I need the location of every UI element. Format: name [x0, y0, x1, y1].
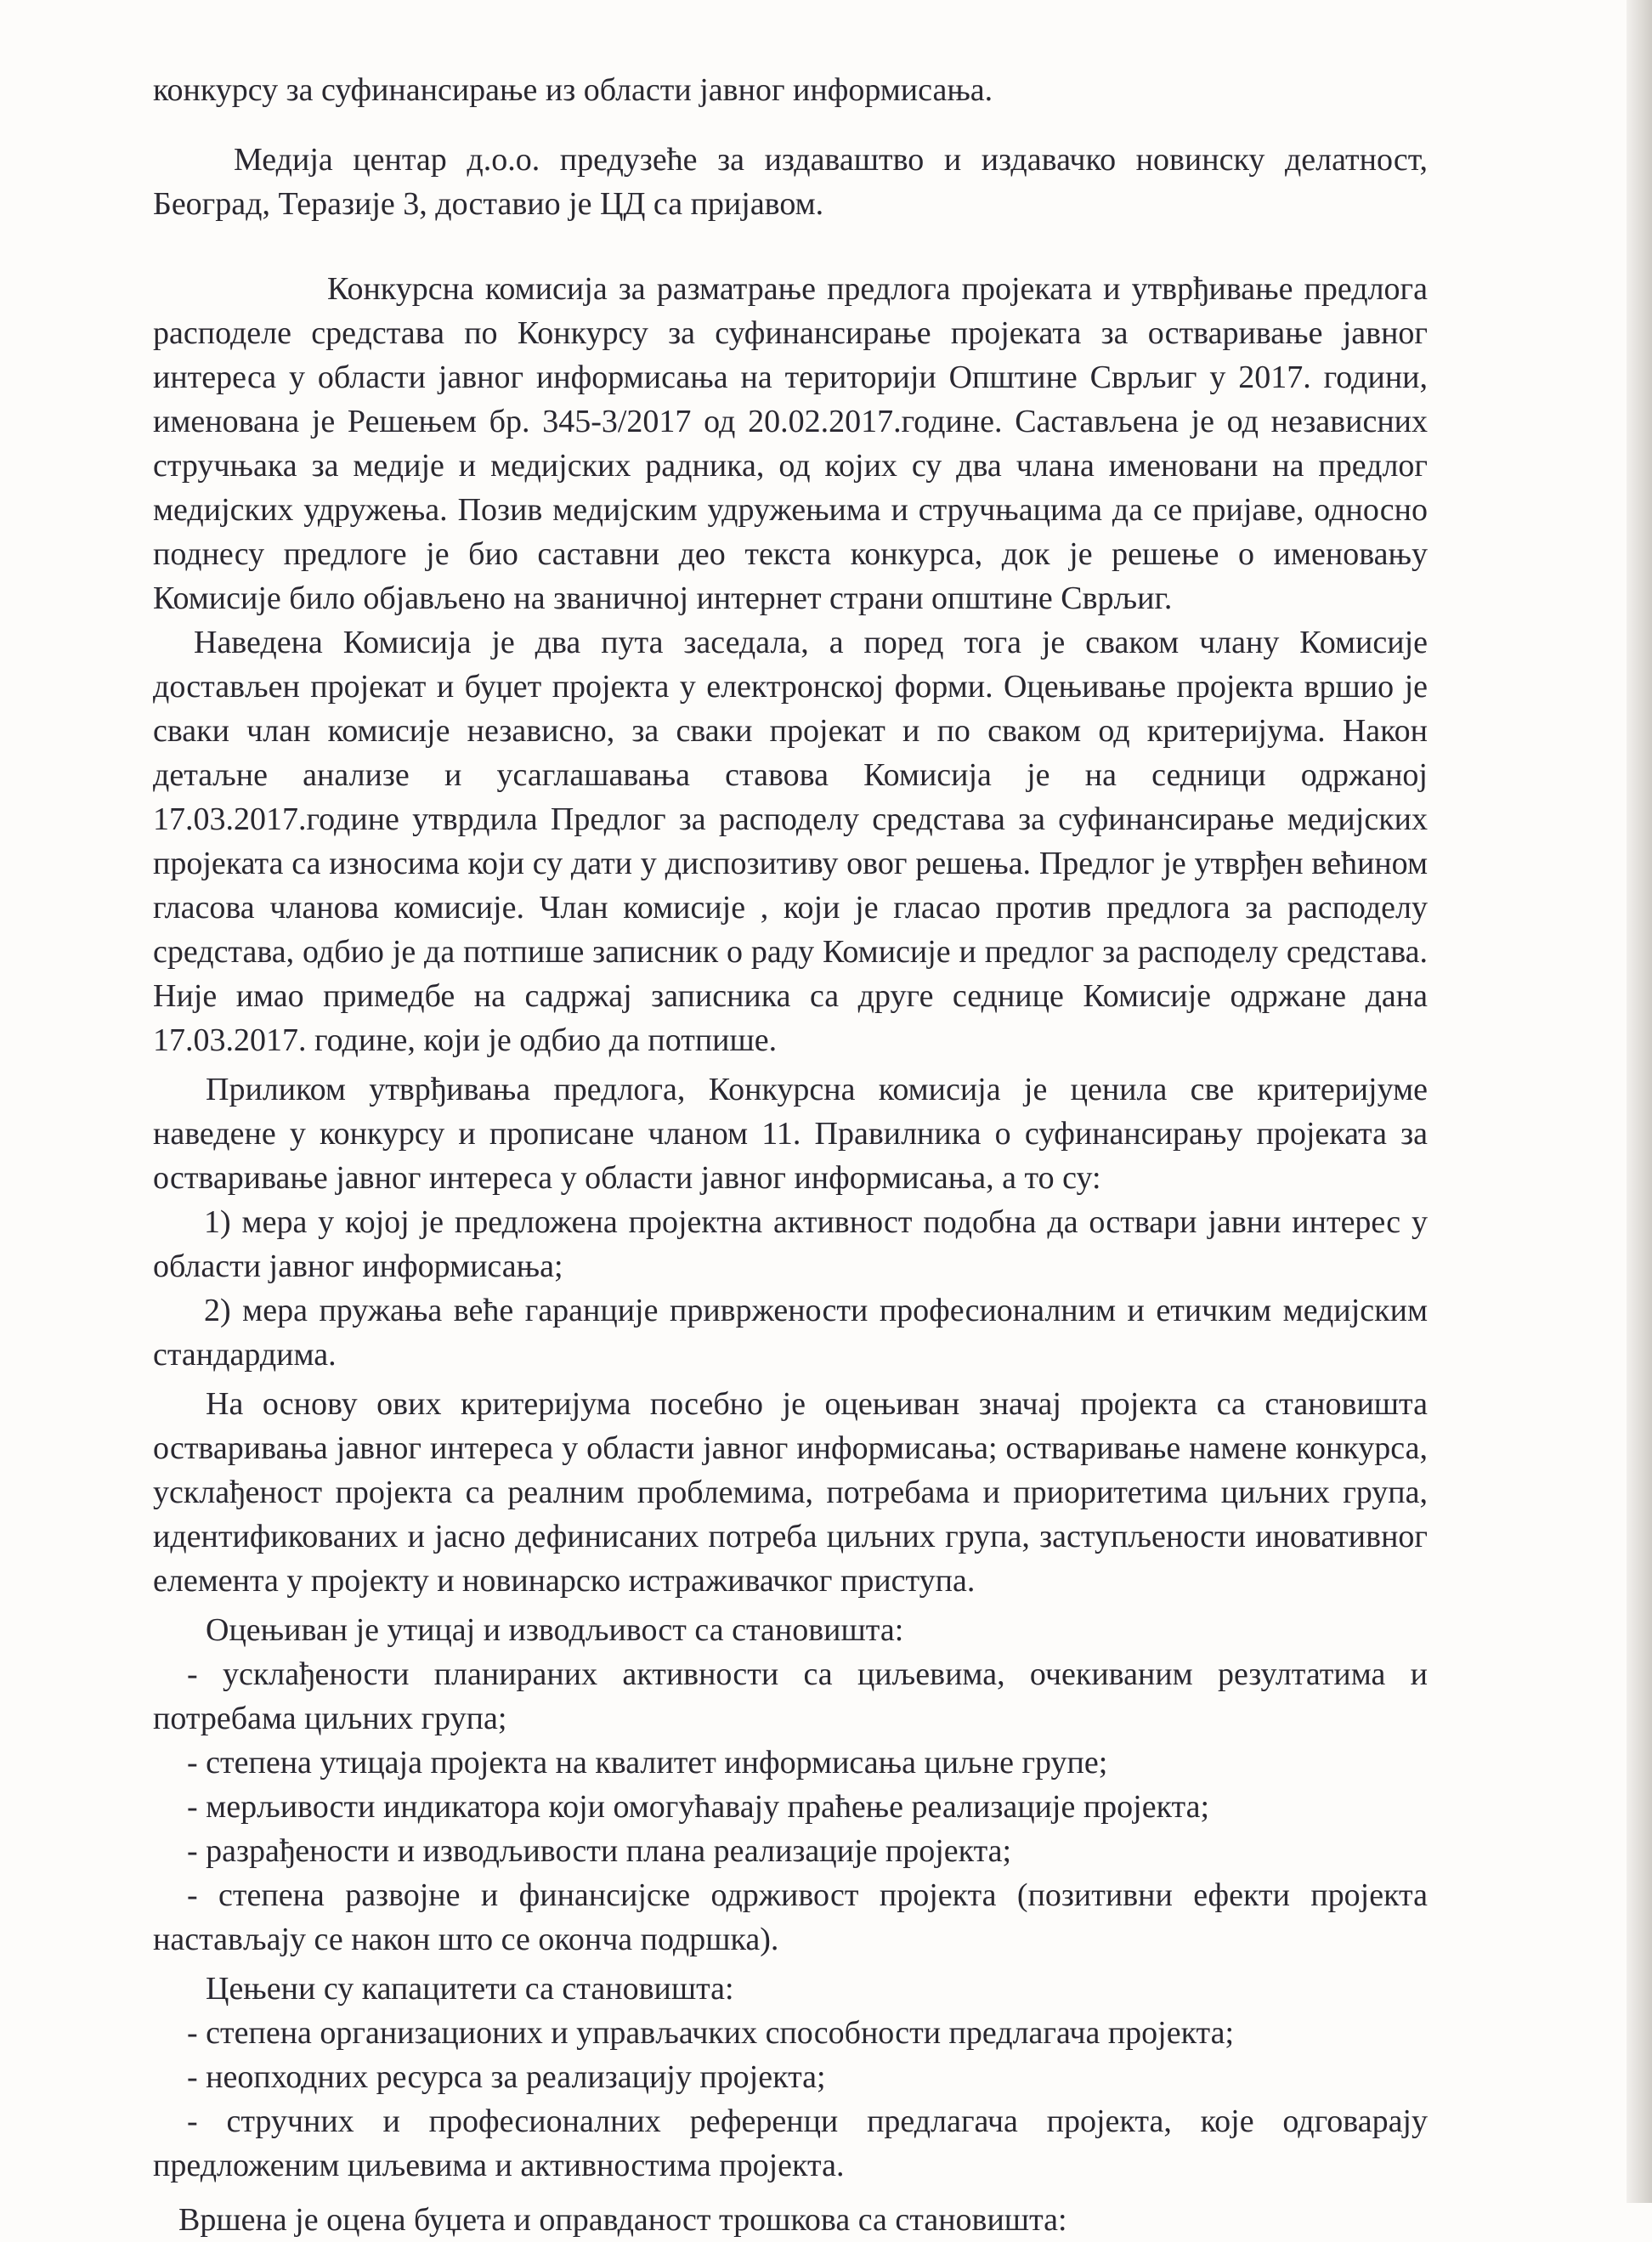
impact-item: - разрађености и изводљивости плана реализације пројекта;	[187, 1833, 1012, 1869]
impact-item: - степена утицаја пројекта на квалитет информисања циљне групе;	[187, 1745, 1108, 1781]
impact-item: - усклађености планираних активности са циљевима, очекиваним резултатима и потребама циљних група;	[153, 1656, 1428, 1736]
applicant-paragraph: Медија центар д.о.о. предузеће за издаваштво и издавачко новинску делатност, Београд, Теразије 3, доставио је ЦД са пријавом.	[153, 142, 1428, 222]
impact-item: - мерљивости индикатора који омогућавају праћење реализације пројекта;	[187, 1789, 1210, 1825]
capacity-item: - степена организационих и управљачких способности предлагача пројекта;	[187, 2015, 1235, 2051]
commission-paragraph: Конкурсна комисија за разматрање предлога пројеката и утврђивање предлога расподеле средстава по Конкурсу за суфинансирање пројеката за остваривање јавног интереса у области јавног информисања на територији Општине Сврљиг у 2017. години, именована је Решењем бр. 345-3/2017 од 20.02.2017.године. Састављена је од независних стручњака за медије и медијских радника, од којих су два члана именовани на предлог медијских удружења. Позив медијским удружењима и стручњацима да се пријаве, односно поднесу предлоге је био саставни део текста конкурса, док је решење о именовању Комисије било објављено на званичној интернет страни општине Сврљиг.	[153, 271, 1428, 616]
document-body	[153, 68, 1428, 2242]
budget-intro: Вршена је оцена буџета и оправданост трошкова са становишта:	[178, 2202, 1067, 2238]
capacity-item: - стручних и професионалних референци предлагача пројекта, које одговарају предложеним циљевима и активностима пројекта.	[153, 2103, 1428, 2183]
capacity-item: - неопходних ресурса за реализацију пројекта;	[187, 2059, 826, 2095]
impact-item: - степена развојне и финансијске одрживост пројекта (позитивни ефекти пројекта настављају се након што се оконча подршка).	[153, 1877, 1428, 1957]
page-edge-shadow	[1627, 0, 1652, 2203]
criterion-1: 1) мера у којој је предложена пројектна активност подобна да оствари јавни интерес у области јавног информисања;	[153, 1204, 1428, 1284]
impact-intro: Оцењиван је утицај и изводљивост са становишта:	[206, 1612, 904, 1648]
criterion-2: 2) мера пружања веће гаранције привржености професионалним и етичким медијским стандардима.	[153, 1293, 1428, 1373]
criteria-intro-paragraph: Приликом утврђивања предлога, Конкурсна комисија је ценила све критеријуме наведене у конкурсу и прописане чланом 11. Правилника о суфинансирању пројеката за остваривање јавног интереса у области јавног информисања, а то су:	[153, 1072, 1428, 1196]
basis-paragraph: На основу ових критеријума посебно је оцењиван значај пројекта са становишта остваривања јавног интереса у области јавног информисања; остваривање намене конкурса, усклађеност пројекта са реалним проблемима, потребама и приоритетима циљних група, идентификованих и јасно дефинисаних потреба циљних група, заступљености иновативног елемента у пројекту и новинарско истраживачког приступа.	[153, 1386, 1428, 1599]
intro-line: конкурсу за суфинансирање из области јавног информисања.	[153, 72, 993, 108]
capacity-intro: Цењени су капацитети са становишта:	[206, 1971, 734, 2007]
sessions-paragraph: Наведена Комисија је два пута заседала, а поред тога је сваком члану Комисије достављен пројекат и буџет пројекта у електронској форми. Оцењивање пројекта вршио је сваки члан комисије независно, за сваки пројекат и по сваком од критеријума. Након детаљне анализе и усаглашавања ставова Комисија је на седници одржаној 17.03.2017.године утврдила Предлог за расподелу средстава за суфинансирање медијских пројеката са износима који су дати у диспозитиву овог решења. Предлог је утврђен већином гласова чланова комисије. Члан комисије , који је гласао против предлога за расподелу средстава, одбио је да потпише записник о раду Комисије и предлог за расподелу средстава. Није имао примедбе на садржај записника са друге седнице Комисије одржане дана 17.03.2017. године, који је одбио да потпише.	[153, 625, 1428, 1058]
